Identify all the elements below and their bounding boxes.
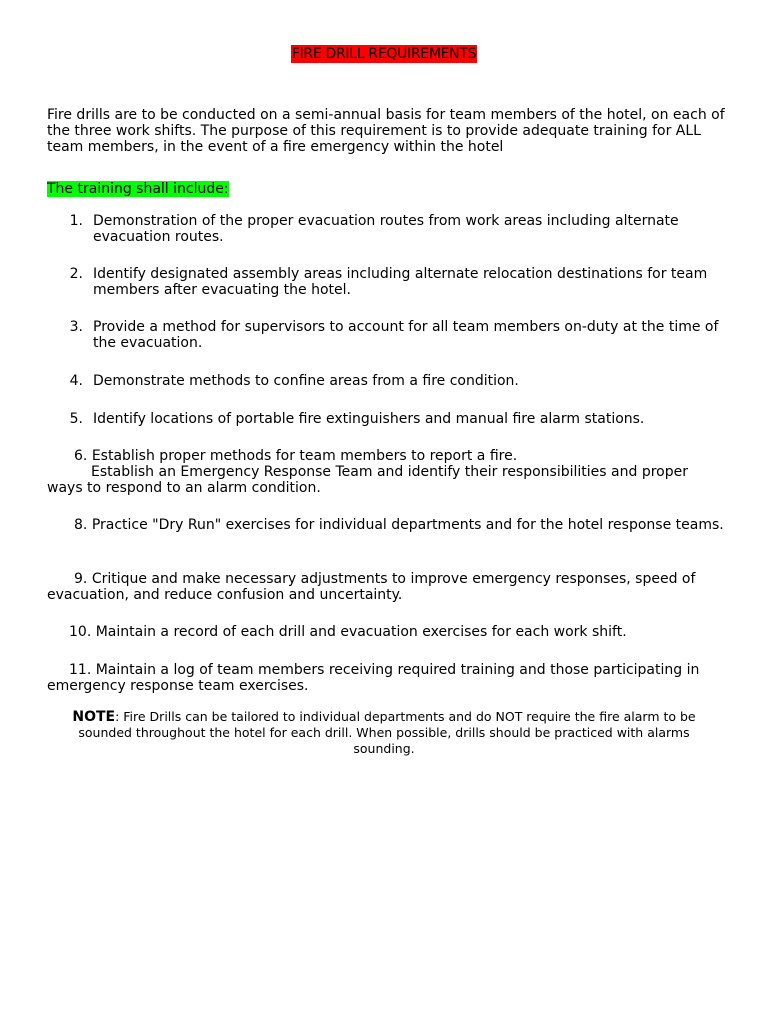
- list-item-text: Demonstration of the proper evacuation routes from work areas including alternate evacuation routes.: [93, 213, 679, 245]
- note-text: : Fire Drills can be tailored to individual departments and do NOT require the fire alarm to be sounded throughout the hotel for each drill. When possible, drills should be practiced with alarms sounding.: [78, 709, 696, 756]
- list-item-text: Provide a method for supervisors to account for all team members on-duty at the time of the evacuation.: [93, 319, 719, 351]
- training-heading-text: The training shall include:: [47, 181, 229, 197]
- list-item: [47, 517, 727, 533]
- list-item: [47, 319, 727, 351]
- list-item-number: 2.: [69, 266, 83, 282]
- training-heading: [47, 181, 229, 197]
- list-item-number: 9.: [74, 571, 88, 587]
- intro-paragraph: Fire drills are to be conducted on a semi-annual basis for team members of the hotel, on each of the three work shifts. The purpose of this requirement is to provide adequate training for ALL team members, in the event of a fire emergency within the hotel: [47, 107, 725, 155]
- list-item: [47, 448, 727, 496]
- list-item: [47, 624, 727, 640]
- list-item-number: 4.: [69, 373, 83, 389]
- list-item-text: Identify designated assembly areas including alternate relocation destinations for team members after evacuating the hotel.: [93, 266, 708, 298]
- list-item-text: Establish proper methods for team members to report a fire.: [91, 448, 518, 464]
- list-item: [47, 373, 727, 389]
- list-item-text: Maintain a record of each drill and evacuation exercises for each work shift.: [95, 624, 627, 640]
- list-item: [47, 411, 727, 427]
- list-item-number: 6.: [74, 448, 88, 464]
- note-paragraph: [47, 709, 721, 757]
- list-item-text: Demonstrate methods to confine areas from a fire condition.: [93, 373, 519, 389]
- list-item-text: Maintain a log of team members receiving required training and those participating in emergency response team exercises.: [47, 662, 700, 694]
- title-container: [0, 45, 768, 63]
- list-item-text: Practice "Dry Run" exercises for individual departments and for the hotel response teams.: [91, 517, 724, 533]
- list-item-number: 3.: [69, 319, 83, 335]
- page-title: FIRE DRILL REQUIREMENTS: [291, 46, 477, 62]
- list-item: [47, 266, 727, 298]
- note-label: NOTE: [72, 709, 116, 725]
- list-item-number: 11.: [69, 662, 92, 678]
- list-item-number: 8.: [74, 517, 88, 533]
- list-item: [47, 662, 727, 694]
- list-item-text: Identify locations of portable fire extinguishers and manual fire alarm stations.: [93, 411, 645, 427]
- list-item-text: Critique and make necessary adjustments to improve emergency responses, speed of evacuation, and reduce confusion and uncertainty.: [47, 571, 696, 603]
- list-item: [47, 213, 727, 245]
- list-item-number: 10.: [69, 624, 92, 640]
- list-item-number: 5.: [69, 411, 83, 427]
- list-item: [47, 571, 727, 603]
- list-item-continuation: Establish an Emergency Response Team and identify their responsibilities and proper ways to respond to an alarm condition.: [47, 464, 688, 496]
- list-item-number: 1.: [69, 213, 83, 229]
